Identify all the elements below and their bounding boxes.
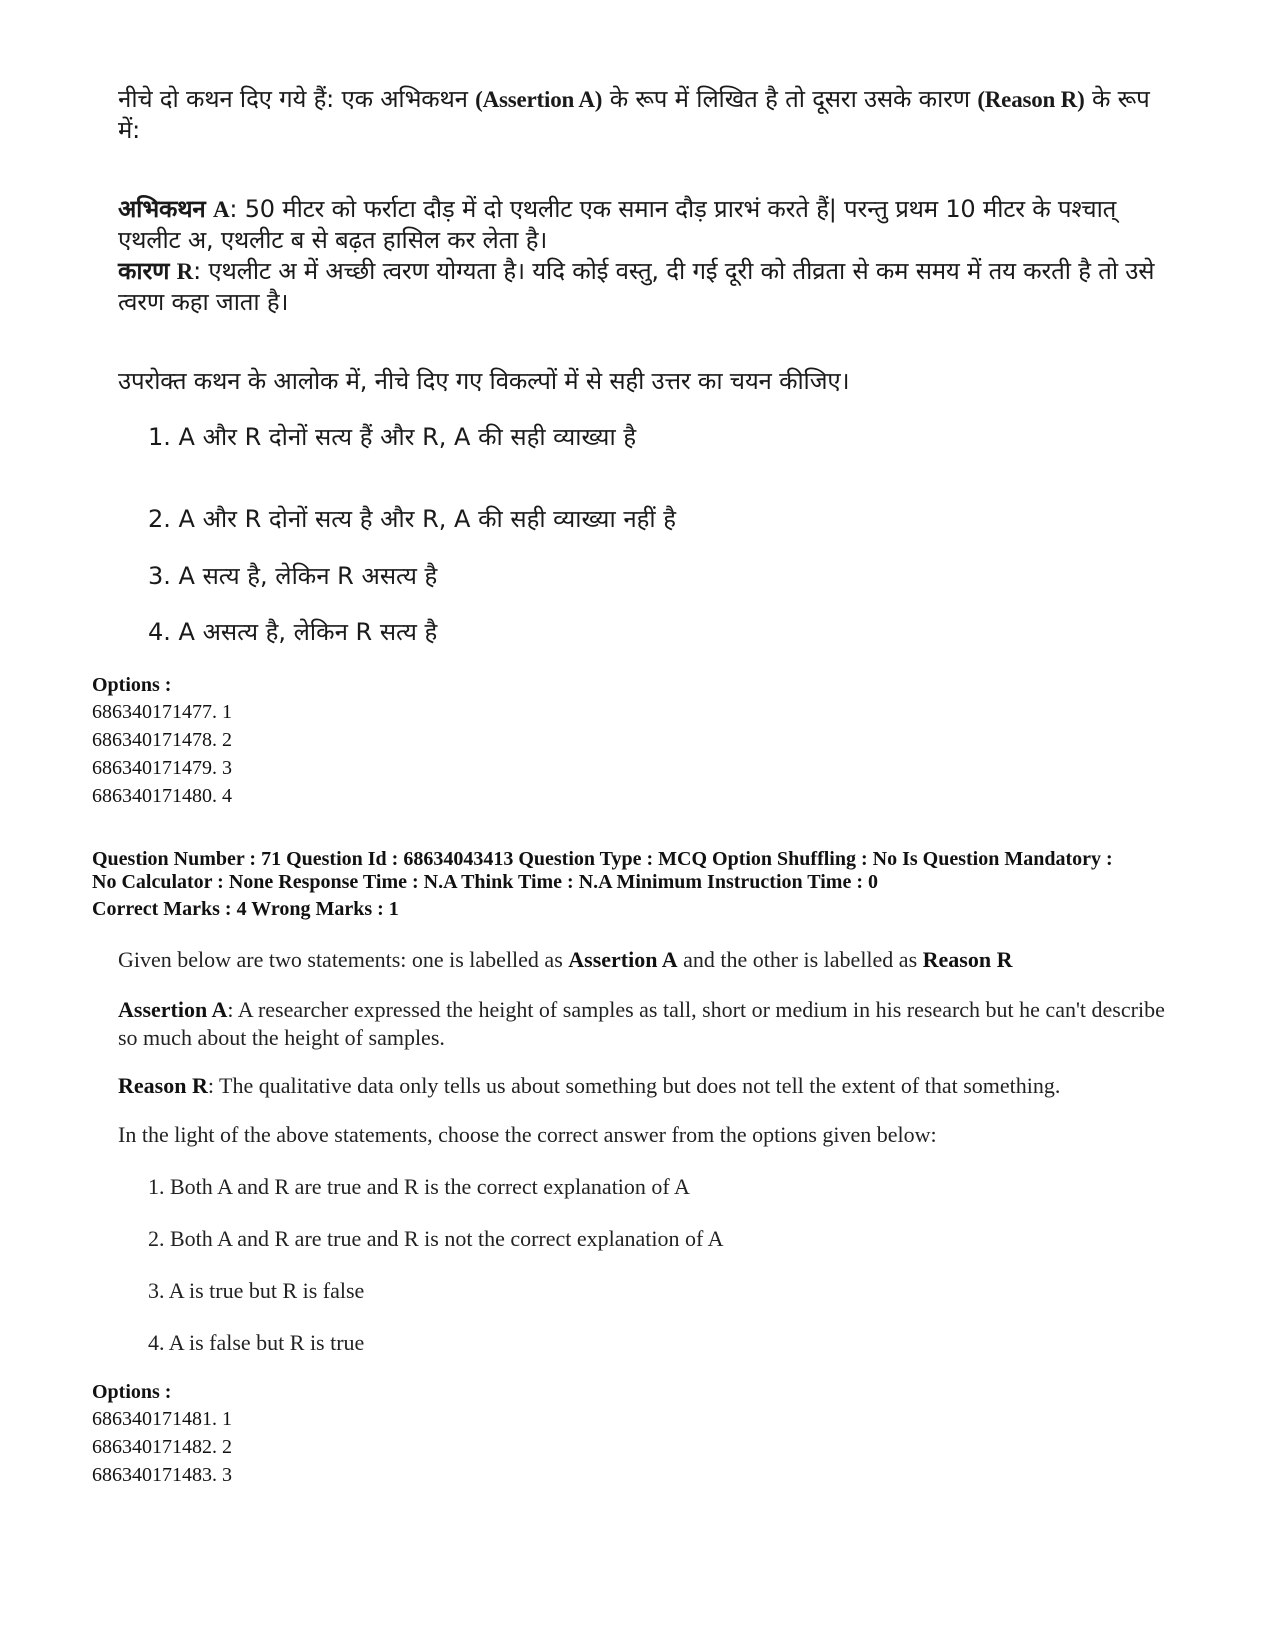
q71-meta-line-3: Correct Marks : 4 Wrong Marks : 1	[92, 898, 399, 920]
q71-assertion-label: Assertion A	[118, 997, 228, 1022]
q71-instruction: In the light of the above statements, choose the correct answer from the options given below:	[118, 1122, 937, 1147]
q70-option-id-4: 686340171480. 4	[92, 785, 232, 807]
q71-assertion-text: : A researcher expressed the height of samples as tall, short or medium in his research but he can't describe so much about the height of samples.	[118, 997, 1165, 1050]
q71-intro-assertion: Assertion A	[568, 947, 678, 972]
q70-intro-reason-tag: (Reason R)	[977, 87, 1085, 112]
q71-assertion	[118, 996, 1178, 1052]
q70-instruction: उपरोक्त कथन के आलोक में, नीचे दिए गए विकल्पों में से सही उत्तर का चयन कीजिए।	[118, 367, 850, 395]
q71-intro-text-1: Given below are two statements: one is labelled as	[118, 947, 569, 972]
q70-choice-2: 2. A और R दोनों सत्य है और R, A की सही व्याख्या नहीं है	[148, 505, 676, 533]
q71-option-id-2: 686340171482. 2	[92, 1436, 232, 1458]
q70-intro-text-3: के रूप में:	[118, 85, 1150, 144]
q70-reason-text: : एथलीट अ में अच्छी त्वरण योग्यता है। यदि कोई वस्तु, दी गई दूरी को तीव्रता से कम समय में तय करती है तो उसे त्वरण कहा जाता है।	[118, 257, 1155, 316]
q70-reason	[118, 256, 1178, 318]
q71-option-id-3: 686340171483. 3	[92, 1464, 232, 1486]
q70-assertion	[118, 194, 1178, 256]
q70-intro-assertion-tag: (Assertion A)	[475, 87, 603, 112]
q70-intro-text-1: नीचे दो कथन दिए गये हैं: एक अभिकथन	[118, 85, 476, 113]
q71-intro-reason: Reason R	[922, 947, 1013, 972]
q70-assertion-label: अभिकथन	[118, 195, 206, 223]
q71-choice-1: 1. Both A and R are true and R is the correct explanation of A	[148, 1174, 690, 1199]
q70-intro-text-2: के रूप में लिखित है तो दूसरा उसके कारण	[602, 85, 978, 113]
q70-option-id-1: 686340171477. 1	[92, 701, 232, 723]
q71-intro-text-2: and the other is labelled as	[677, 947, 923, 972]
q71-choice-2: 2. Both A and R are true and R is not the correct explanation of A	[148, 1226, 724, 1251]
q71-option-id-1: 686340171481. 1	[92, 1408, 232, 1430]
q70-assertion-text: : 50 मीटर को फर्राटा दौड़ में दो एथलीट एक समान दौड़ प्रारभं करते हैं| परन्तु प्रथम 10 मीटर के पश्चात् एथलीट अ, एथलीट ब से बढ़त हासिल कर लेता है।	[118, 195, 1117, 254]
q71-intro	[118, 946, 1178, 974]
q71-choice-4: 4. A is false but R is true	[148, 1330, 365, 1355]
q70-option-id-2: 686340171478. 2	[92, 729, 232, 751]
q71-reason-label: Reason R	[118, 1073, 208, 1098]
q70-assertion-letter: A	[212, 197, 230, 222]
q70-options-heading: Options :	[92, 674, 172, 696]
q71-choice-3: 3. A is true but R is false	[148, 1278, 365, 1303]
q71-meta-line-1: Question Number : 71 Question Id : 68634043413 Question Type : MCQ Option Shuffling : No Is Question Mandatory :	[92, 848, 1113, 870]
q70-option-id-3: 686340171479. 3	[92, 757, 232, 779]
q71-meta-line-2: No Calculator : None Response Time : N.A Think Time : N.A Minimum Instruction Time : 0	[92, 871, 878, 893]
q70-choice-1: 1. A और R दोनों सत्य हैं और R, A की सही व्याख्या है	[148, 423, 637, 451]
q71-options-heading: Options :	[92, 1381, 172, 1403]
q70-reason-label: कारण	[118, 257, 170, 285]
q70-choice-3: 3. A सत्य है, लेकिन R असत्य है	[148, 562, 438, 590]
q71-reason	[118, 1072, 1178, 1100]
q70-intro	[118, 84, 1178, 146]
q70-choice-4: 4. A असत्य है, लेकिन R सत्य है	[148, 618, 438, 646]
q70-reason-letter: R	[176, 259, 194, 284]
q71-reason-text: : The qualitative data only tells us about something but does not tell the extent of that something.	[207, 1073, 1061, 1098]
